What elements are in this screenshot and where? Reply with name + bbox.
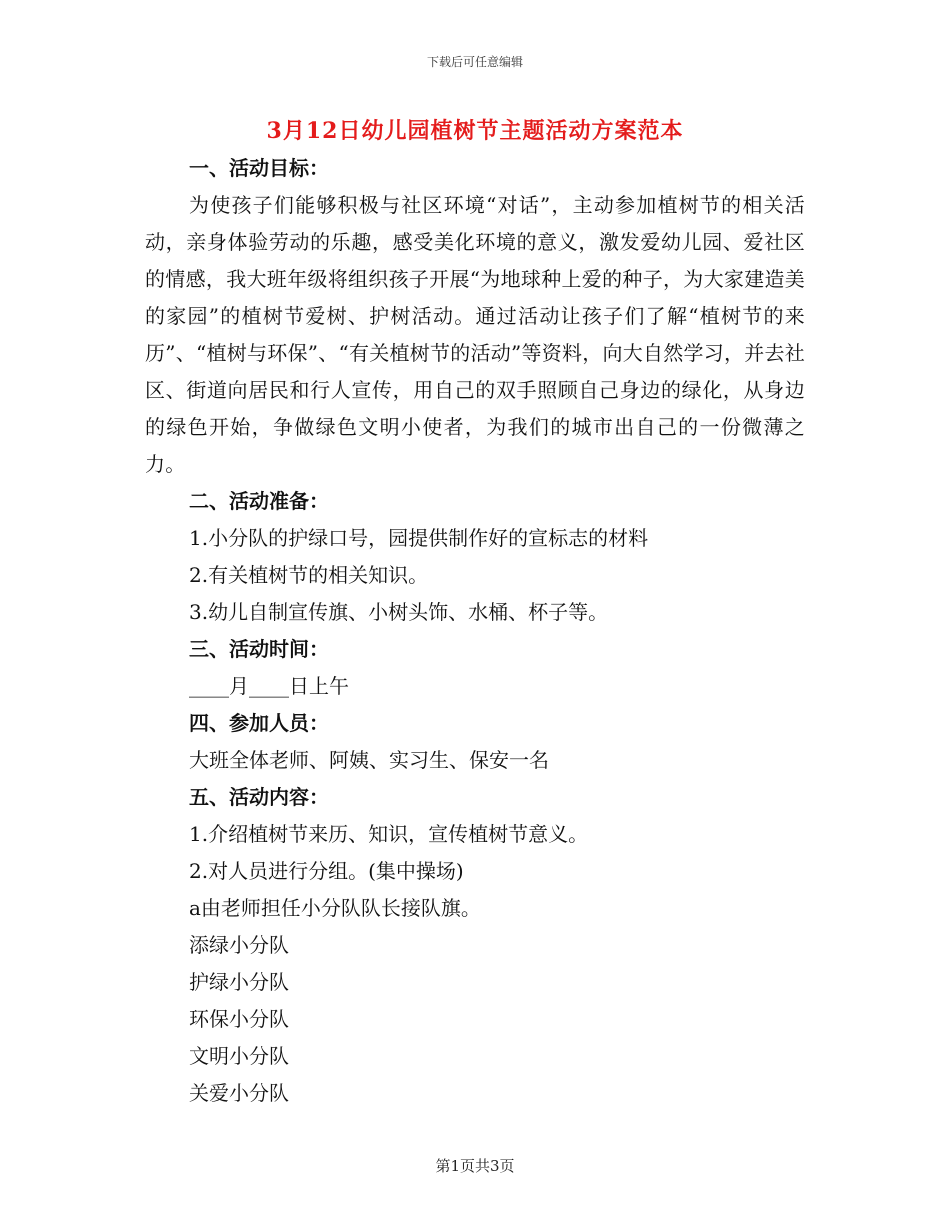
content-item: 文明小分队 (189, 1044, 289, 1068)
section-heading-goal: 一、活动目标： (189, 156, 329, 180)
content-item: 添绿小分队 (189, 933, 289, 957)
content-item: a由老师担任小分队队长接队旗。 (189, 896, 481, 920)
prep-item: 3.幼儿自制宣传旗、小树头饰、水桶、杯子等。 (189, 600, 609, 624)
document-body (145, 150, 805, 1112)
prep-item: 1.小分队的护绿口号，园提供制作好的宣标志的材料 (189, 526, 649, 550)
document-title: 3月12日幼儿园植树节主题活动方案范本 (266, 118, 684, 144)
content-item: 护绿小分队 (189, 970, 289, 994)
header-note: 下载后可任意编辑 (426, 55, 523, 69)
section-heading-prep: 二、活动准备： (189, 489, 329, 513)
page-footer: 第1页共3页 (435, 1157, 515, 1175)
section-heading-people: 四、参加人员： (189, 711, 329, 735)
section-heading-time: 三、活动时间： (189, 637, 329, 661)
prep-item: 2.有关植树节的相关知识。 (189, 563, 429, 587)
section-heading-content: 五、活动内容： (189, 785, 329, 809)
goal-paragraph: 为使孩子们能够积极与社区环境“对话”，主动参加植树节的相关活动，亲身体验劳动的乐趣，感受美化环境的意义，激发爱幼儿园、爱社区的情感，我大班年级将组织孩子开展“为地球种上爱的种子，为大家建造美的家园”的植树节爱树、护树活动。通过活动让孩子们了解“植树节的来历”、“植树与环保”、“有关植树节的活动”等资料，向大自然学习，并去社区、街道向居民和行人宣传，用自己的双手照顾自己身边的绿化，从身边的绿色开始，争做绿色文明小使者，为我们的城市出自己的一份微薄之力。 (145, 193, 805, 476)
content-item: 2.对人员进行分组。(集中操场) (189, 859, 464, 883)
content-item: 1.介绍植树节来历、知识，宣传植树节意义。 (189, 822, 589, 846)
content-item: 关爱小分队 (189, 1081, 289, 1105)
time-text: ____月____日上午 (189, 674, 349, 698)
content-item: 环保小分队 (189, 1007, 289, 1031)
people-text: 大班全体老师、阿姨、实习生、保安一名 (189, 748, 549, 772)
